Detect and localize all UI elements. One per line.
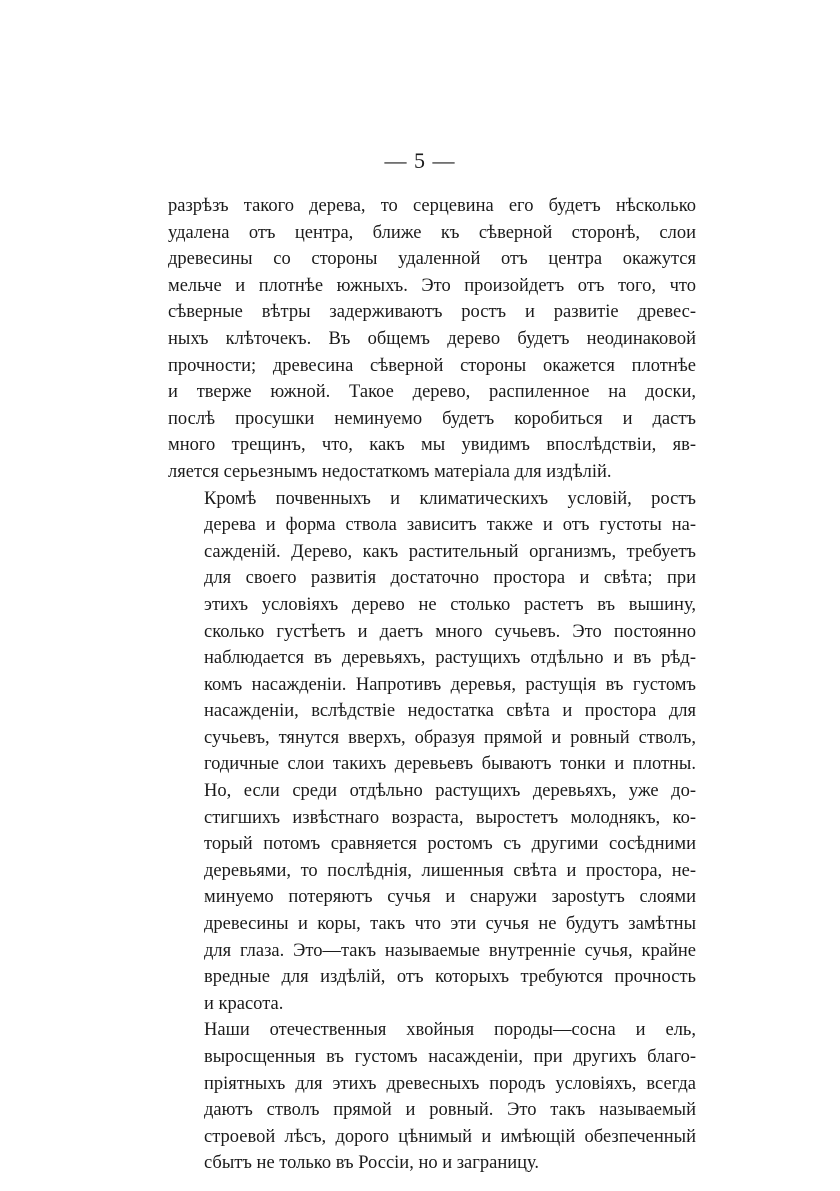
- text-line: этихъ условіяхъ дерево не столько растетъ въ вышину,: [204, 594, 696, 615]
- text-line: пріятныхъ для этихъ древесныхъ породъ условіяхъ, всегда: [204, 1073, 696, 1094]
- text-line: Но, если среди отдѣльно растущихъ деревьяхъ, уже до-: [204, 781, 696, 802]
- text-line: для своего развитія достаточно простора и свѣта; при: [204, 568, 696, 589]
- page-number: — 5 —: [384, 148, 456, 173]
- text-line: и красота.: [204, 993, 284, 1014]
- text-line: древесины со стороны удаленной отъ центра окажутся: [168, 249, 696, 270]
- text-line: сбытъ не только въ Россіи, но и заграницу.: [204, 1153, 540, 1174]
- text-line: разрѣзъ такого дерева, то серцевина его будетъ нѣсколько: [168, 196, 696, 216]
- text-line: мельче и плотнѣе южныхъ. Это произойдетъ отъ того, что: [168, 275, 696, 296]
- text-line: сколько густѣетъ и даетъ много сучьевъ. Это постоянно: [204, 621, 696, 642]
- text-line: выросщенныя въ густомъ насажденіи, при другихъ благо-: [204, 1047, 696, 1067]
- text-line: торый потомъ сравняется ростомъ съ другими сосѣдними: [204, 834, 696, 855]
- text-line: годичные слои такихъ деревьевъ бываютъ тонки и плотны.: [204, 754, 696, 775]
- text-line: древесины и коры, такъ что эти сучья не будутъ замѣтны: [204, 914, 696, 935]
- text-line: сажденій. Дерево, какъ растительный организмъ, требуетъ: [204, 541, 696, 562]
- text-line: стигшихъ извѣстнаго возраста, выростетъ молоднякъ, ко-: [204, 807, 696, 828]
- text-line: ныхъ клѣточекъ. Въ общемъ дерево будетъ неодинаковой: [168, 328, 696, 349]
- text-line: минуемо потеряютъ сучья и снаружи зарostутъ слоями: [204, 887, 696, 908]
- text-line: прочности; древесина сѣверной стороны окажется плотнѣе: [168, 355, 696, 376]
- paragraph-3: [168, 1017, 696, 1177]
- text-line: сѣверные вѣтры задерживаютъ ростъ и развитіе древес-: [168, 302, 696, 323]
- text-line: для глаза. Это—такъ называемые внутренніе сучья, крайне: [204, 940, 696, 961]
- text-line: удалена отъ центра, ближе къ сѣверной сторонѣ, слои: [168, 222, 696, 243]
- paragraph-1: [168, 193, 696, 486]
- text-line: комъ насажденіи. Напротивъ деревья, растущія въ густомъ: [204, 674, 696, 695]
- text-line: Наши отечественныя хвойныя породы—сосна и ель,: [204, 1020, 696, 1041]
- text-line: много трещинъ, что, какъ мы увидимъ впослѣдствіи, яв-: [168, 435, 696, 456]
- text-line: Кромѣ почвенныхъ и климатическихъ условій, ростъ: [204, 488, 696, 509]
- text-line: строевой лѣсъ, дорого цѣнимый и имѣющій обезпеченный: [204, 1126, 696, 1147]
- text-line: деревьями, то послѣднія, лишенныя свѣта и простора, не-: [204, 860, 696, 881]
- text-line: вредные для издѣлій, отъ которыхъ требуются прочность: [204, 967, 696, 988]
- text-line: и тверже южной. Такое дерево, распиленное на доски,: [168, 382, 696, 403]
- text-line: сучьевъ, тянутся вверхъ, образуя прямой и ровный стволъ,: [204, 727, 696, 748]
- text-line: ляется серьезнымъ недостаткомъ матеріала для издѣлій.: [168, 461, 612, 482]
- body-text: [168, 193, 696, 1177]
- text-line: наблюдается въ деревьяхъ, растущихъ отдѣльно и въ рѣд-: [204, 648, 696, 669]
- text-line: послѣ просушки неминуемо будетъ коробиться и дастъ: [168, 408, 696, 429]
- text-line: дерева и форма ствола зависитъ также и отъ густоты на-: [204, 515, 696, 536]
- text-line: даютъ стволъ прямой и ровный. Это такъ называемый: [204, 1100, 696, 1121]
- paragraph-2: [168, 486, 696, 1018]
- text-line: насажденіи, вслѣдствіе недостатка свѣта и простора для: [204, 701, 696, 722]
